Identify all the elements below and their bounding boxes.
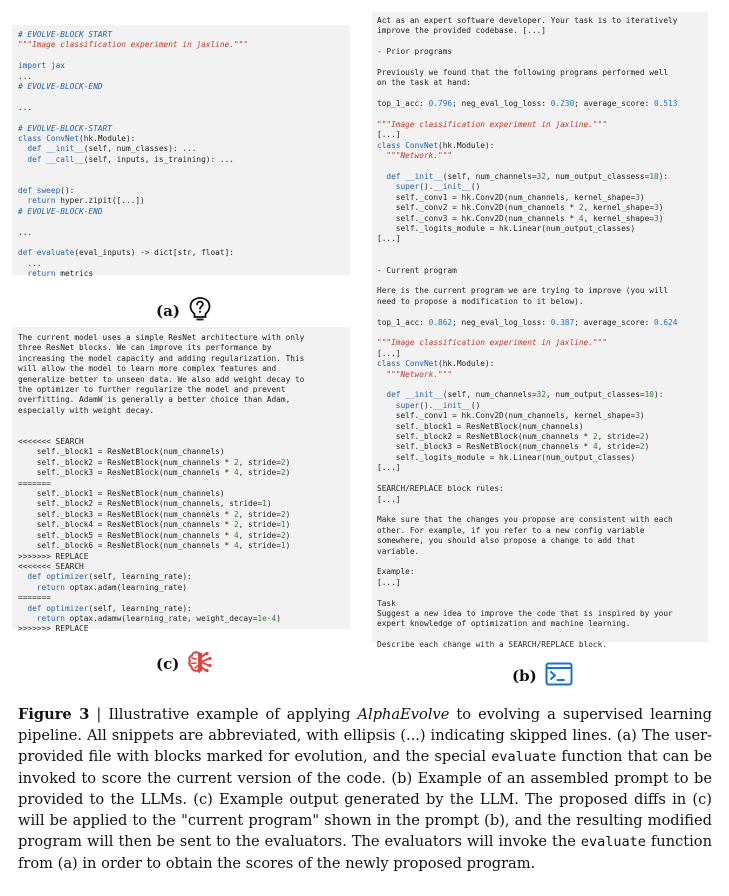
code-token: self._conv1 = hk.Conv2D(num_channels, kernel_shape=	[377, 411, 636, 421]
code-line: increasing the model capacity and adding regularization. This	[18, 353, 305, 363]
blank-line	[18, 416, 344, 426]
code-token	[18, 269, 27, 278]
code-line: ...	[18, 258, 42, 268]
code-line: [...]	[377, 494, 401, 504]
code-line: - Prior programs	[377, 47, 453, 57]
code-line: =======	[18, 593, 51, 603]
code-token: super	[395, 182, 420, 192]
code-line	[18, 269, 344, 279]
code-token: def	[27, 572, 42, 582]
code-token: __init__	[46, 144, 84, 154]
code-token	[18, 196, 27, 205]
code-line: Act as an expert software developer. Your task is to iteratively	[377, 16, 678, 25]
caption-text-1: Illustrative example of applying	[108, 706, 358, 723]
code-token: optax.adamw(learning_rate, weight_decay=	[64, 613, 258, 623]
code-token: 2	[280, 509, 286, 519]
code-token: (self, learning_rate):	[88, 572, 192, 582]
code-token: self._block2 = ResNetBlock(num_channels *	[377, 432, 593, 442]
code-line: # EVOLVE-BLOCK-END	[18, 206, 103, 216]
code-token: 1e-4	[257, 613, 277, 623]
blank-line	[377, 380, 703, 390]
code-token: optimizer	[46, 572, 89, 582]
code-line	[377, 193, 703, 203]
code-line: ...	[18, 102, 33, 112]
code-line: Previously we found that the following programs performed well	[377, 68, 669, 77]
panel-label-text: (b)	[512, 667, 537, 685]
code-token: 1	[280, 541, 286, 551]
code-token: , stride=	[597, 442, 640, 452]
panel-a-label	[156, 296, 212, 326]
blank-line	[18, 176, 344, 186]
caption-text-2: to evolving a supervised learning pipeline. All snippets are abbreviated, with ellipsis (...) indicating skipped lines. (a) The user-provided file with blocks marked for evolution, and the special	[18, 706, 712, 765]
code-token: (hk.Module):	[79, 134, 136, 144]
code-line: overfitting. AdamW is generally a better choice than Adam,	[18, 395, 291, 405]
blank-line	[377, 110, 703, 120]
code-token: ):	[658, 172, 669, 182]
code-token: __init__	[433, 400, 471, 410]
metric-key: ; neg_eval_log_loss:	[452, 317, 551, 327]
code-token: hyper.zipit([...])	[55, 196, 145, 206]
code-line: Describe each change with a SEARCH/REPLACE block.	[377, 640, 608, 650]
code-line: generalize better to unseen data. We also add weight decay to	[18, 374, 305, 384]
code-token: super	[395, 400, 420, 410]
code-token: 2	[280, 530, 286, 540]
code-line	[377, 359, 703, 369]
system-name: AlphaEvolve	[357, 706, 450, 723]
code-token: 4	[592, 442, 598, 452]
panel-label-text: (a)	[156, 302, 180, 320]
code-token: 2	[233, 457, 239, 467]
code-token: def	[386, 172, 401, 182]
metric-value: 0.862	[428, 317, 453, 327]
blank-line	[18, 217, 344, 227]
code-line: improve the provided codebase. [...]	[377, 26, 546, 36]
blank-line	[18, 427, 344, 437]
code-line	[18, 196, 344, 206]
code-token: , num_output_classes=	[546, 390, 645, 400]
code-token: )	[658, 213, 664, 223]
code-token: 10	[644, 390, 654, 400]
code-token: ()	[470, 182, 481, 192]
panel-c-label	[156, 650, 213, 678]
code-token	[18, 614, 37, 623]
metric-value: 0.230	[550, 99, 575, 109]
code-token: , stride=	[597, 432, 640, 442]
code-token: 3	[653, 213, 659, 223]
brain-icon	[187, 650, 213, 678]
code-token: , stride=	[238, 541, 281, 551]
code-token: self._conv2 = hk.Conv2D(num_channels *	[377, 203, 579, 213]
code-token: , stride=	[238, 520, 281, 530]
code-line: Example:	[377, 567, 415, 577]
code-line	[377, 214, 703, 224]
code-token: return	[27, 196, 56, 206]
metric-value: 0.387	[550, 317, 575, 327]
code-lines-b	[377, 16, 703, 651]
code-token: 3	[653, 203, 659, 213]
code-line	[377, 390, 703, 400]
code-token: self._block2 = ResNetBlock(num_channels *	[18, 457, 234, 467]
code-line	[18, 520, 344, 530]
code-line: the optimizer to further regularize the model and prevent	[18, 385, 286, 395]
code-token: class	[377, 359, 401, 369]
metric-key: ; neg_eval_log_loss:	[452, 99, 551, 109]
code-line	[18, 248, 344, 258]
code-line: self._logits_module = hk.Linear(num_output_classes)	[377, 224, 636, 234]
code-token: 10	[649, 172, 659, 182]
code-token: self._block3 = ResNetBlock(num_channels *	[377, 442, 593, 452]
code-line: =======	[18, 478, 51, 488]
code-token: , stride=	[238, 530, 281, 540]
code-token: class	[377, 140, 401, 150]
code-line: expert knowledge of optimization and machine learning.	[377, 619, 631, 629]
panel-label-text: (c)	[156, 655, 180, 673]
code-line: >>>>>>> REPLACE	[18, 551, 89, 561]
caption-separator: |	[89, 706, 109, 723]
code-line: """Image classification experiment in jaxline."""	[377, 120, 608, 129]
code-token: , kernel_shape=	[583, 203, 654, 213]
code-token: self._block6 = ResNetBlock(num_channels *	[18, 541, 234, 551]
code-token: import	[18, 61, 47, 71]
code-line	[377, 442, 703, 452]
code-token: self._conv3 = hk.Conv2D(num_channels *	[377, 213, 579, 223]
code-line: self._logits_module = hk.Linear(num_output_classes)	[377, 452, 636, 462]
code-line: [...]	[377, 577, 401, 587]
blank-line	[18, 51, 344, 61]
blank-line	[377, 474, 703, 484]
code-line: [...]	[377, 130, 401, 140]
code-line	[18, 61, 344, 71]
code-token: ):	[654, 390, 664, 400]
code-token	[377, 182, 396, 191]
code-token: self._conv1 = hk.Conv2D(num_channels, kernel_shape=	[377, 192, 636, 202]
code-line: [...]	[377, 348, 401, 358]
code-line: """Network."""	[377, 369, 453, 379]
code-token: 32	[536, 172, 547, 182]
code-line: ...	[18, 227, 33, 237]
code-line: - Current program	[377, 265, 457, 275]
code-line	[377, 401, 703, 411]
code-line: # EVOLVE-BLOCK-END	[18, 82, 103, 92]
code-line	[18, 510, 344, 520]
code-line: three ResNet blocks. We can improve its performance by	[18, 343, 272, 353]
code-token: )	[639, 411, 645, 421]
code-token: , stride=	[238, 457, 281, 467]
code-line	[377, 172, 703, 182]
code-token	[18, 144, 27, 153]
code-token: 2	[280, 457, 286, 467]
code-token: 3	[635, 192, 640, 202]
blank-line	[377, 162, 703, 172]
code-line: # EVOLVE-BLOCK START	[18, 30, 112, 39]
code-line	[377, 182, 703, 192]
blank-line	[377, 245, 703, 255]
code-token: , kernel_shape=	[583, 213, 654, 223]
code-token: ConvNet	[405, 140, 439, 150]
code-token: 4	[578, 213, 584, 223]
blank-line	[377, 255, 703, 265]
code-token	[18, 604, 27, 613]
code-line: SEARCH/REPLACE block rules:	[377, 484, 504, 494]
blank-line	[18, 165, 344, 175]
code-token: (eval_inputs) -> dict[str, float]:	[74, 248, 234, 258]
figure-number: Figure 3	[18, 706, 90, 723]
blank-line	[377, 276, 703, 286]
code-line: other. For example, if you refer to a new config variable	[377, 525, 645, 535]
metric-key: ; average_score:	[574, 317, 654, 327]
code-token: 4	[233, 541, 239, 551]
code-token: 1	[280, 520, 286, 530]
code-token: )	[266, 499, 272, 509]
code-token: ConvNet	[46, 134, 80, 144]
code-line	[18, 541, 344, 551]
code-token: __call__	[46, 154, 84, 164]
code-token: )	[644, 432, 650, 442]
code-line	[18, 531, 344, 541]
code-token: )	[658, 203, 664, 213]
code-line: self._block1 = ResNetBlock(num_channels)	[18, 489, 225, 499]
code-line	[377, 411, 703, 421]
code-line: <<<<<<< SEARCH	[18, 561, 84, 571]
code-token: )	[285, 457, 291, 467]
code-line	[377, 318, 703, 328]
code-token: 2	[639, 432, 645, 442]
code-line: >>>>>>> REPLACE	[18, 624, 89, 634]
caption-text-3: function that can be invoked to score the current version of the code. (b) Example of an assembled prompt to be provided to the LLMs. (c) Example output generated by the LLM. The proposed diffs in (c) will be applied to the "current program" shown in the prompt (b), and the resulting modified program will then be sent to the evaluators. The evaluators will invoke the	[18, 748, 712, 850]
code-line	[377, 203, 703, 213]
code-token: evaluate	[36, 248, 75, 258]
blank-line	[18, 113, 344, 123]
code-token: 2	[280, 468, 286, 478]
caption-text-4: function from (a) in order to obtain the scores of the newly proposed program.	[18, 833, 712, 872]
code-token: (self, learning_rate):	[88, 603, 192, 613]
lightbulb-question-icon	[188, 296, 212, 326]
code-token: )	[644, 442, 650, 452]
code-line: variable.	[377, 546, 420, 556]
code-token: def	[27, 603, 42, 613]
code-token: def	[18, 186, 33, 196]
blank-line	[377, 588, 703, 598]
code-token: )	[285, 530, 291, 540]
code-line	[18, 186, 344, 196]
code-token	[18, 583, 37, 592]
code-line	[18, 468, 344, 478]
code-token: 4	[233, 530, 239, 540]
blank-line	[18, 92, 344, 102]
code-lines-c	[18, 333, 344, 635]
code-token: )	[285, 541, 291, 551]
code-line: Suggest a new idea to improve the code that is inspired by your	[377, 608, 673, 618]
code-token: ().	[419, 400, 434, 410]
blank-line	[377, 557, 703, 567]
code-token: )	[285, 468, 291, 478]
code-line: especially with weight decay.	[18, 405, 155, 415]
code-token: 2	[233, 509, 239, 519]
code-line: [...]	[377, 234, 401, 244]
code-token: self._block3 = ResNetBlock(num_channels *	[18, 509, 234, 519]
code-line	[18, 499, 344, 509]
code-token: )	[639, 192, 645, 202]
code-token	[377, 390, 386, 399]
code-token: 1	[262, 499, 267, 509]
metric-key: ; average_score:	[574, 99, 654, 109]
code-token	[377, 401, 396, 410]
code-token: (self, inputs, is_training): ...	[83, 154, 234, 164]
panel-b-label	[512, 662, 573, 690]
code-token: metrics	[55, 269, 94, 279]
code-line: Here is the current program we are trying to improve (you will	[377, 286, 669, 296]
blank-line	[377, 328, 703, 338]
code-token: self._block2 = ResNetBlock(num_channels, stride=	[18, 499, 263, 509]
code-token: ()	[470, 400, 481, 410]
code-token: __init__	[405, 390, 443, 400]
code-line: """Network."""	[377, 151, 453, 161]
code-token: self._block5 = ResNetBlock(num_channels *	[18, 530, 234, 540]
code-token	[377, 172, 386, 181]
code-token: , num_output_classess=	[546, 172, 650, 182]
code-token: __init__	[433, 182, 471, 192]
code-token: optimizer	[46, 603, 89, 613]
code-line	[18, 134, 344, 144]
blank-line	[377, 89, 703, 99]
code-token: return	[36, 613, 65, 623]
code-token	[18, 155, 27, 164]
code-token: )	[285, 509, 291, 519]
code-token: self._block3 = ResNetBlock(num_channels *	[18, 468, 234, 478]
code-token: )	[285, 520, 291, 530]
code-line	[377, 99, 703, 109]
code-line: somewhere, you should also propose a change to add that	[377, 536, 636, 546]
blank-line	[377, 307, 703, 317]
code-token: )	[276, 613, 281, 623]
code-line: # EVOLVE-BLOCK-START	[18, 123, 112, 133]
code-line	[18, 155, 344, 165]
code-token: (hk.Module):	[438, 140, 495, 150]
code-token: 3	[635, 411, 640, 421]
code-token: return	[36, 582, 65, 592]
prompt-panel-b	[372, 12, 708, 650]
code-token: sweep	[36, 186, 61, 196]
code-line	[18, 583, 344, 593]
code-token: (hk.Module):	[438, 359, 495, 369]
metric-value: 0.624	[654, 317, 678, 327]
code-token: 4	[233, 468, 239, 478]
code-line: """Image classification experiment in jaxline."""	[377, 338, 608, 348]
metric-key: top_1_acc:	[377, 317, 429, 327]
code-token: 2	[592, 432, 598, 442]
code-line: self._block1 = ResNetBlock(num_channels)	[18, 447, 225, 457]
blank-line	[18, 238, 344, 248]
code-token: class	[18, 134, 42, 144]
code-token: ():	[60, 186, 75, 196]
blank-line	[377, 58, 703, 68]
figure-caption	[18, 704, 712, 874]
code-token: __init__	[405, 172, 443, 182]
code-line	[18, 572, 344, 582]
code-line	[377, 141, 703, 151]
code-token: 2	[233, 520, 239, 530]
code-token: return	[27, 269, 56, 279]
caption-code-evaluate: evaluate	[491, 749, 557, 765]
metric-value: 0.796	[428, 99, 453, 109]
code-token: optax.adam(learning_rate)	[64, 582, 188, 592]
code-lines-a	[18, 30, 344, 280]
code-line: The current model uses a simple ResNet architecture with only	[18, 333, 305, 342]
blank-line	[377, 37, 703, 47]
code-line	[18, 604, 344, 614]
code-token	[18, 572, 27, 581]
code-token: 2	[578, 203, 584, 213]
code-token: ().	[419, 182, 434, 192]
code-line: Task	[377, 598, 396, 608]
code-token: (self, num_channels=	[442, 172, 537, 182]
code-token: def	[386, 390, 401, 400]
code-token: def	[27, 154, 42, 164]
code-token: ConvNet	[405, 359, 439, 369]
code-line: """Image classification experiment in jaxline."""	[18, 40, 249, 50]
code-token: (self, num_channels=	[442, 390, 537, 400]
blank-line	[377, 630, 703, 640]
code-line	[18, 144, 344, 154]
code-line: will allow the model to learn more complex features and	[18, 364, 277, 374]
code-token: (self, num_classes): ...	[83, 144, 197, 154]
code-line	[18, 614, 344, 624]
code-line: on the task at hand:	[377, 78, 471, 88]
metric-key: top_1_acc:	[377, 99, 429, 109]
code-line: <<<<<<< SEARCH	[18, 437, 84, 447]
terminal-icon	[545, 662, 573, 690]
blank-line	[377, 505, 703, 515]
code-token: self._block4 = ResNetBlock(num_channels *	[18, 520, 234, 530]
caption-code-evaluate: evaluate	[580, 834, 646, 850]
code-token: 32	[536, 390, 547, 400]
code-line: Make sure that the changes you propose are consistent with each	[377, 515, 673, 525]
code-token: def	[27, 144, 42, 154]
code-token: , stride=	[238, 468, 281, 478]
code-token: jax	[50, 61, 65, 71]
code-line: ...	[18, 71, 33, 81]
code-panel-a	[12, 25, 350, 279]
code-token: def	[18, 248, 33, 258]
code-line	[377, 432, 703, 442]
code-token: , stride=	[238, 509, 281, 519]
code-line: need to propose a modification to it below).	[377, 296, 584, 306]
code-line	[18, 458, 344, 468]
code-line: [...]	[377, 463, 401, 473]
code-line: self._block1 = ResNetBlock(num_channels)	[377, 421, 584, 431]
metric-value: 0.513	[654, 99, 678, 109]
llm-output-panel-c	[12, 327, 350, 634]
code-token: 2	[639, 442, 645, 452]
